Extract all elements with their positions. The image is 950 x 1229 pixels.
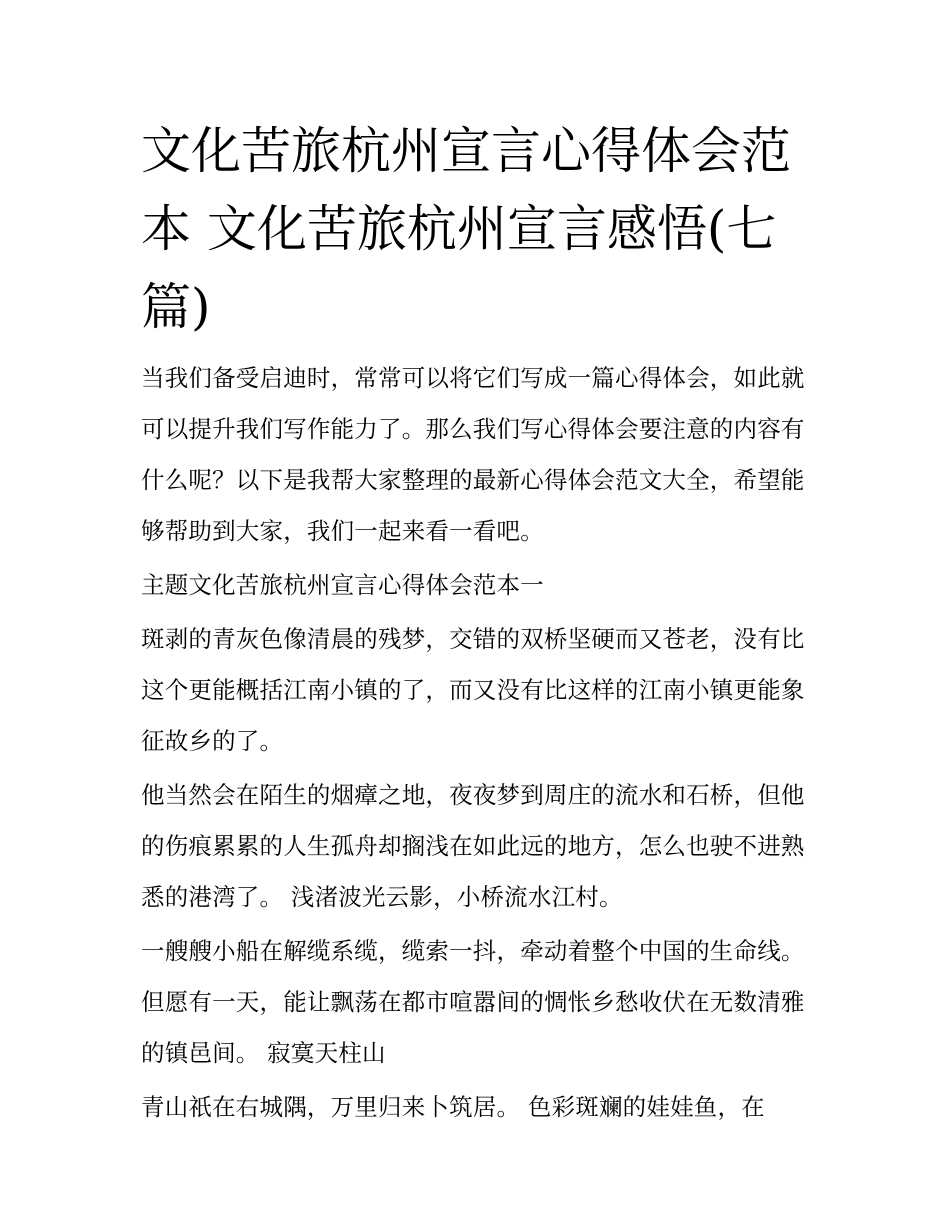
body-paragraph: 青山祇在右城隅，万里归来卜筑居。 色彩斑斓的娃娃鱼，在 xyxy=(141,1093,765,1121)
body-paragraph: 斑剥的青灰色像清晨的残梦，交错的双桥坚硬而又苍老，没有比这个更能概括江南小镇的了，而又没有比这样的江南小镇更能象征故乡的了。 xyxy=(141,625,805,755)
intro-paragraph: 当我们备受启迪时，常常可以将它们写成一篇心得体会，如此就可以提升我们写作能力了。那么我们写心得体会要注意的内容有什么呢？以下是我帮大家整理的最新心得体会范文大全，希望能够帮助到大家，我们一起来看一看吧。 xyxy=(141,364,805,545)
body-paragraph: 他当然会在陌生的烟瘴之地，夜夜梦到周庄的流水和石桥，但他的伤痕累累的人生孤舟却搁浅在如此远的地方，怎么也驶不进熟悉的港湾了。 浅渚波光云影，小桥流水江村。 xyxy=(141,781,805,911)
document-title: 文化苦旅杭州宣言心得体会范本 文化苦旅杭州宣言感悟(七篇) xyxy=(141,122,791,336)
document-body xyxy=(141,353,821,1136)
body-paragraph: 一艘艘小船在解缆系缆，缆索一抖，牵动着整个中国的生命线。但愿有一天，能让飘荡在都市喧嚣间的惆怅乡愁收伏在无数清雅的镇邑间。 寂寞天柱山 xyxy=(141,937,805,1067)
section-heading: 主题文化苦旅杭州宣言心得体会范本一 xyxy=(141,571,544,599)
